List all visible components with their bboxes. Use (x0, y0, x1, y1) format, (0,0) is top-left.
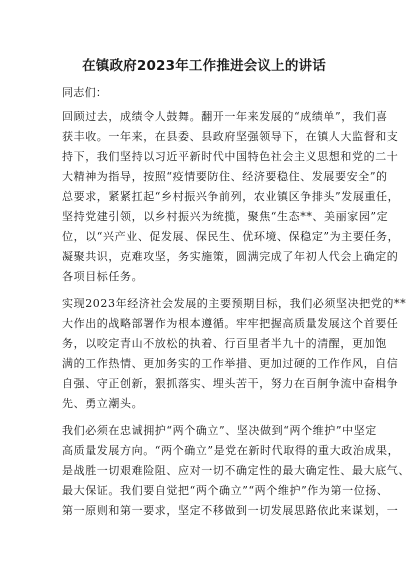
text-line: 获丰收。一年来，在县委、县政府坚强领导下，在镇人大监督和支 (62, 130, 399, 143)
text-line: 持下，我们坚持以习近平新时代中国特色社会主义思想和党的二十 (62, 150, 399, 163)
text-line: 大精神为指导，按照“疫情要防住、经济要稳住、发展要安全”的 (62, 170, 388, 183)
paragraph-3 (62, 421, 410, 521)
paragraph-2 (62, 294, 407, 414)
salutation: 同志们： (62, 86, 108, 99)
document-title: 在镇政府2023年工作推进会议上的讲话 (82, 58, 326, 74)
text-line: 是战胜一切艰难险阻、应对一切不确定性的最大确定性、最大底气、 (62, 464, 410, 477)
text-line: 高质量发展方向。“两个确立”是党在新时代取得的重大政治成果， (62, 444, 400, 457)
text-line: 坚持党建引领，以乡村振兴为统揽，聚焦“生态**、美丽家园”定 (62, 210, 389, 223)
text-line: 位，以“兴产业、促发展、保民生、优环境、保稳定”为主要任务， (62, 230, 400, 243)
text-line: 先、勇立潮头。 (62, 397, 144, 410)
paragraph-1 (62, 107, 400, 287)
text-line: 务，以咬定青山不放松的执着、行百里者半九十的清醒，更加饱 (62, 337, 387, 350)
text-line: 各项目标任务。 (62, 270, 144, 283)
text-line: 第一原则和第一要求，坚定不移做到一切发展思路依此来谋划，一 (62, 504, 399, 517)
text-line: 我们必须在忠诚拥护“两个确立”、坚决做到“两个维护”中坚定 (62, 424, 377, 437)
text-line: 总要求，紧紧扛起“乡村振兴争前列，农业镇区争排头”发展重任， (62, 190, 400, 203)
text-line: 最大保证。我们要自觉把“两个确立”“两个维护”作为第一位扬、 (62, 484, 389, 497)
text-line: 实现2023年经济社会发展的主要预期目标，我们必须坚决把党的** (62, 297, 407, 310)
text-line: 大作出的战略部署作为根本遵循。牢牢把握高质量发展这个首要任 (62, 317, 399, 330)
text-line: 凝聚共识，克难攻坚，务实施策，圆满完成了年初人代会上确定的 (62, 250, 399, 263)
text-line: 满的工作热情、更加务实的工作举措、更加过硬的工作作风，自信 (62, 357, 399, 370)
text-line: 回顾过去，成绩令人鼓舞。翻开一年来发展的“成绩单”，我们喜 (62, 110, 388, 123)
text-line: 自强、守正创新，狠抓落实、埋头苦干，努力在百舸争流中奋楫争 (62, 377, 399, 390)
